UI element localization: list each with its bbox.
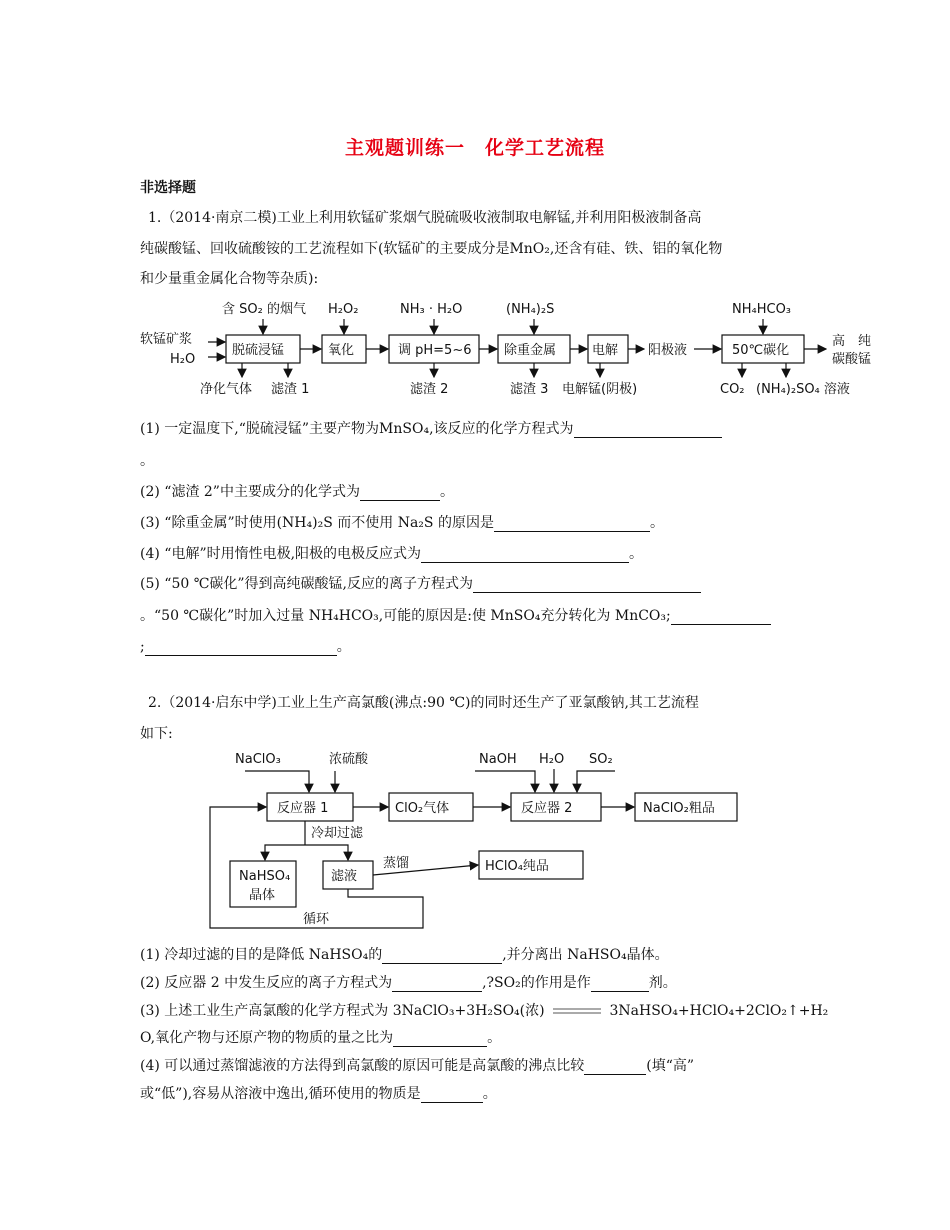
page-title: 主观题训练一 化学工艺流程 [344,137,605,159]
feed-ore-slurry: 软锰矿浆 [140,332,193,347]
q2-sub1-text: (1) 冷却过滤的目的是降低 NaHSO₄的 [140,947,383,963]
q1-sub2-end: 。 [439,484,454,500]
input-naclo3: NaClO₃ [235,752,281,767]
input-sulfuric-acid: 浓硫酸 [329,752,369,767]
input-nh4s: (NH₄)₂S [506,302,555,317]
crystal-label: 晶体 [249,888,276,903]
answer-blank[interactable] [360,486,440,501]
q1-flow-diagram [138,295,898,410]
recycle-label: 循环 [303,912,330,927]
box1-label: 脱硫浸锰 [232,343,285,358]
q1-intro-line3: 和少量重金属化合物等杂质): [140,271,319,287]
q1-sub4-text: (4) “电解”时用惰性电极,阳极的电极反应式为 [140,546,422,562]
q2-sub1-end: ,并分离出 NaHSO₄晶体。 [502,947,669,963]
q2-sub4-text: (4) 可以通过蒸馏滤液的方法得到高氯酸的原因可能是高氯酸的沸点比较 [140,1058,585,1074]
box3-label: 调 pH=5~6 [398,343,472,358]
q1-sub3-text: (3) “除重金属”时使用(NH₄)₂S 而不使用 Na₂S 的原因是 [140,515,494,531]
answer-blank[interactable] [421,548,629,563]
answer-blank[interactable] [574,423,722,438]
input-naoh: NaOH [479,752,517,767]
q1-sub3 [140,512,664,532]
box4-label: 除重金属 [504,343,557,358]
filtrate-label: 滤液 [331,869,358,884]
q2-sub3 [140,1000,828,1020]
q1-sub5 [140,573,701,593]
answer-blank[interactable] [494,517,650,532]
hclo4-label: HClO₄纯品 [485,859,549,874]
box2-label: 氧化 [328,343,355,358]
q2-sub1 [140,944,669,964]
output-manganese: 电解锰(阴极) [562,382,638,397]
box6-label: 50℃碳化 [732,343,790,358]
naclo2-label: NaClO₂粗品 [643,801,715,816]
q1-sub1 [140,418,722,438]
input-nh4hco3: NH₄HCO₃ [732,302,792,317]
q1-sub5-text2: 。“50 ℃碳化”时加入过量 NH₄HCO₃,可能的原因是:使 MnSO₄充分转化为 MnCO₃; [140,608,671,624]
q1-sub4 [140,543,643,563]
q1-sub2 [140,481,454,501]
q1-sub5-end: 。 [336,639,351,655]
answer-blank[interactable] [392,977,482,992]
product-line1: 高 纯 [832,334,872,349]
clo2-label: ClO₂气体 [395,801,450,816]
q2-sub3-line2 [140,1027,501,1047]
section-heading: 非选择题 [140,180,196,196]
answer-blank[interactable] [145,641,337,656]
product-line2: 碳酸锰 [832,352,872,367]
cooling-filter-label: 冷却过滤 [311,826,364,841]
q2-sub2 [140,972,677,992]
reactor1-label: 反应器 1 [277,801,329,816]
equals-sign-icon [553,1006,601,1016]
q1-sub1-end: 。 [140,453,154,469]
answer-blank[interactable] [473,578,701,593]
answer-blank[interactable] [591,977,649,992]
q2-sub2-text2: ,?SO₂的作用是作 [482,975,591,991]
q2-sub3-text: (3) 上述工业生产高氯酸的化学方程式为 3NaClO₃+3H₂SO₄(浓) [140,1003,545,1019]
q1-sub3-end: 。 [649,515,664,531]
q1-sub5-line2 [140,605,771,625]
q1-sub5-semicolon: ; [140,639,145,655]
answer-blank[interactable] [584,1060,646,1075]
input-so2: SO₂ [589,752,613,767]
q2-sub3-end: 。 [487,1030,502,1046]
q2-flow-diagram [205,745,765,935]
input-h2o: H₂O [539,752,565,767]
nahso4-label: NaHSO₄ [239,869,291,884]
reactor2-label: 反应器 2 [521,801,573,816]
input-h2o2: H₂O₂ [328,302,359,317]
feed-water: H₂O [170,352,196,367]
q1-intro-line2: 纯碳酸锰、回收硫酸铵的工艺流程如下(软锰矿的主要成分是MnO₂,还含有硅、铁、铝的氧化物 [140,241,723,257]
q1-sub5-line3 [140,636,351,656]
input-nh3: NH₃ · H₂O [400,302,463,317]
output-residue3: 滤渣 3 [510,382,549,397]
answer-blank[interactable] [382,949,502,964]
q1-intro-line1: 1.（2014·南京二模)工业上利用软锰矿浆烟气脱硫吸收液制取电解锰,并利用阳极液制备高 [148,210,702,226]
q2-sub2-text: (2) 反应器 2 中发生反应的离子方程式为 [140,975,393,991]
q2-intro-line2: 如下: [140,726,173,742]
q2-sub4-line2 [140,1083,497,1103]
output-residue2: 滤渣 2 [410,382,449,397]
answer-blank[interactable] [671,610,771,625]
output-ammonium-sulfate: (NH₄)₂SO₄ 溶液 [756,382,850,397]
output-residue1: 滤渣 1 [271,382,310,397]
q2-sub3-text2: 3NaHSO₄+HClO₄+2ClO₂↑+H₂ [609,1003,829,1019]
q2-sub4-end: 。 [482,1086,497,1102]
q2-sub4-text3: 或“低”),容易从溶液中逸出,循环使用的物质是 [140,1086,421,1102]
q2-intro-line1: 2.（2014·启东中学)工业上生产高氯酸(沸点:90 ℃)的同时还生产了亚氯酸钠,其工艺流程 [148,695,699,711]
q2-sub3-text3: O,氧化产物与还原产物的物质的量之比为 [140,1030,394,1046]
output-co2: CO₂ [720,382,745,397]
q2-sub4 [140,1055,694,1075]
input-so2-gas: 含 SO₂ 的烟气 [222,302,306,317]
answer-blank[interactable] [421,1088,483,1103]
box5-label: 电解 [592,343,619,358]
q2-sub4-text2: (填“高” [646,1058,695,1074]
q1-sub4-end: 。 [629,546,644,562]
q1-sub1-text: (1) 一定温度下,“脱硫浸锰”主要产物为MnSO₄,该反应的化学方程式为 [140,421,574,437]
anode-liquid: 阳极液 [648,343,688,358]
q1-sub2-text: (2) “滤渣 2”中主要成分的化学式为 [140,484,360,500]
output-clean-gas: 净化气体 [200,382,253,397]
distill-label: 蒸馏 [383,856,410,871]
q1-sub5-text: (5) “50 ℃碳化”得到高纯碳酸锰,反应的离子方程式为 [140,576,473,592]
answer-blank[interactable] [393,1032,487,1047]
q2-sub2-end: 剂。 [648,975,677,991]
